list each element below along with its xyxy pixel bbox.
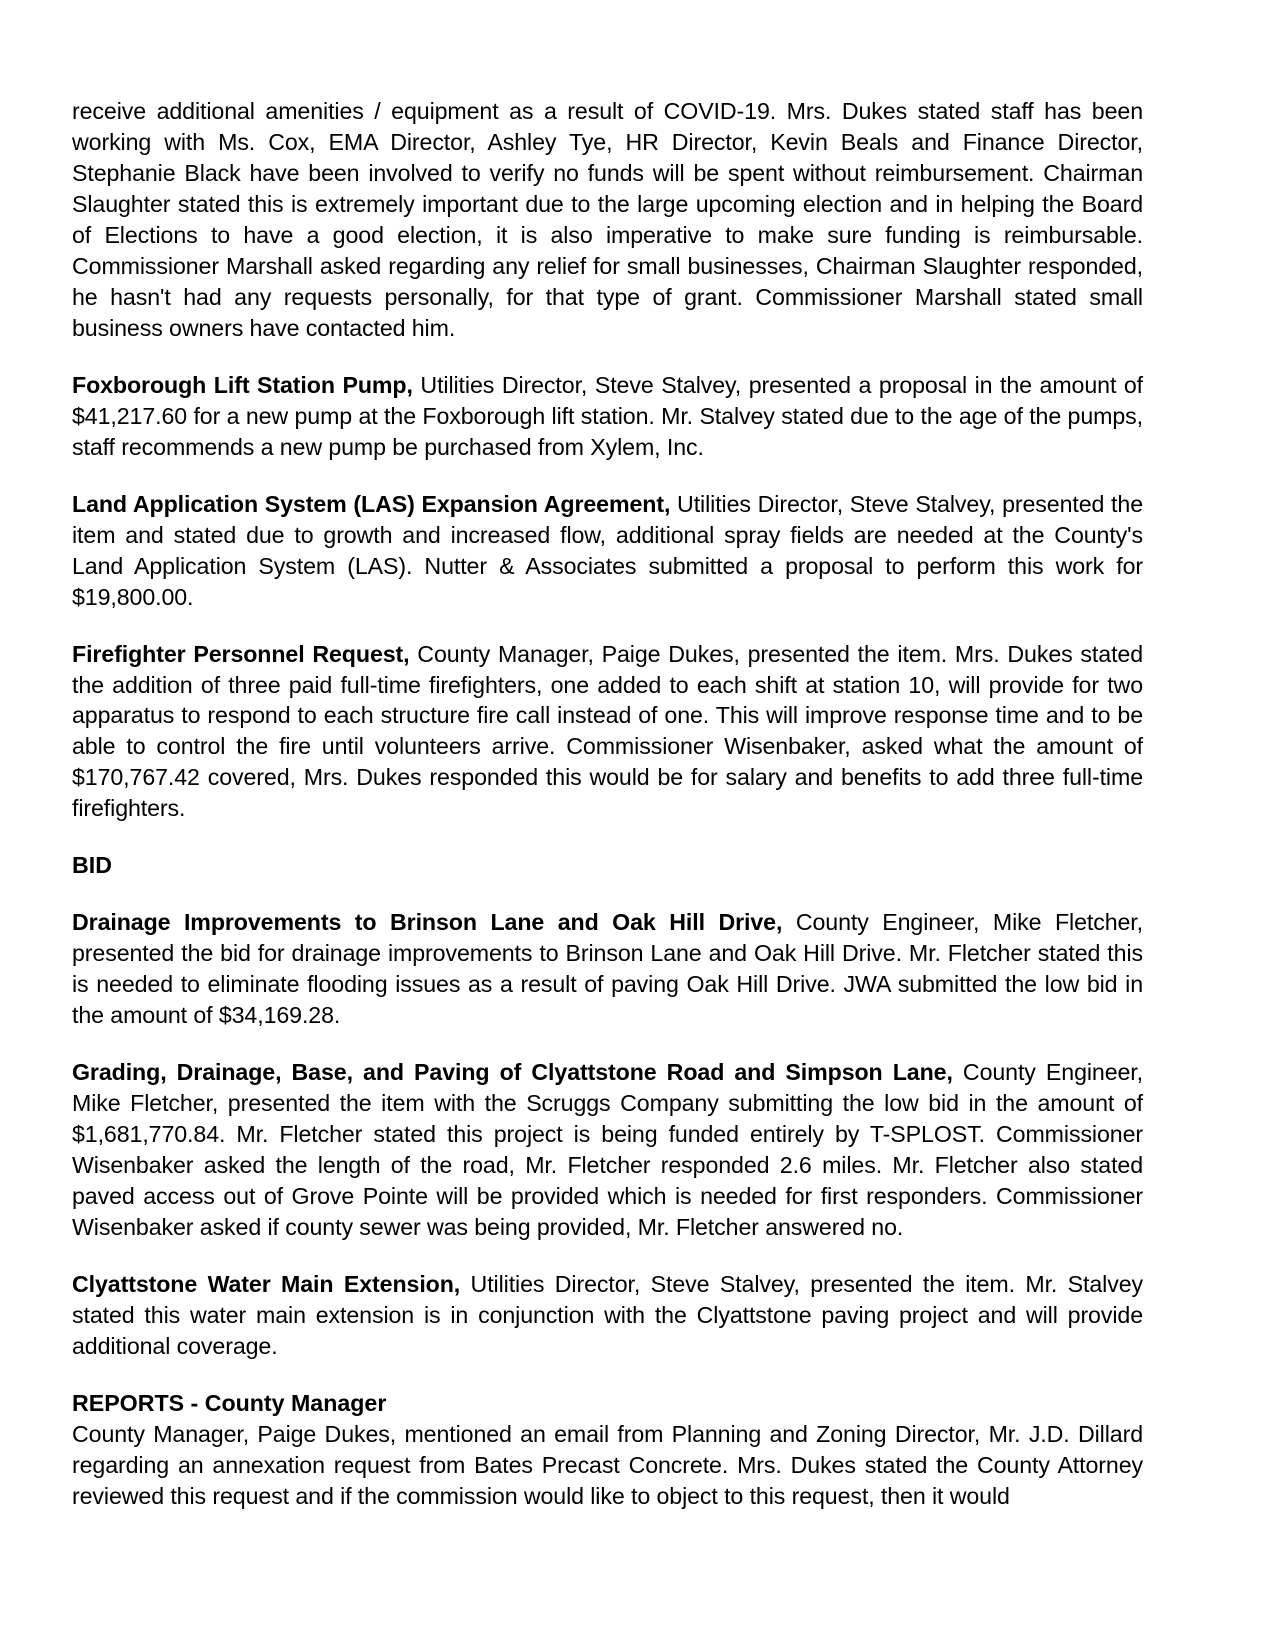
paragraph-lead-in: Land Application System (LAS) Expansion Agreement, (72, 490, 671, 517)
paragraph-text: County Engineer, Mike Fletcher, presented the item with the Scruggs Company submitting the low bid in the amount of $1,681,770.84. Mr. Fletcher stated this project is being funded entirely by T-SPLOST. Commissioner Wisenbaker asked the length of the road, Mr. Fletcher responded 2.6 miles. Mr. Fletcher also stated paved access out of Grove Pointe will be provided which is needed for first responders. Commissioner Wisenbaker asked if county sewer was being provided, Mr. Fletcher answered no. (72, 1059, 1143, 1241)
section-heading-reports-county-manager: REPORTS - County Manager (72, 1389, 387, 1416)
paragraph-reports-county-manager-body (72, 1419, 1143, 1512)
paragraph-grading-drainage-base-paving (72, 1057, 1143, 1243)
paragraph-text: Utilities Director, Steve Stalvey, presented the item and stated due to growth and increased flow, additional spray fields are needed at the County's Land Application System (LAS). Nutter & Associates submitted a proposal to perform this work for $19,800.00. (72, 490, 1143, 610)
document-body (72, 96, 1143, 1512)
section-heading-bid: BID (72, 852, 112, 879)
paragraph-lead-in: Drainage Improvements to Brinson Lane and Oak Hill Drive, (72, 909, 783, 936)
paragraph-text: Utilities Director, Steve Stalvey, presented a proposal in the amount of $41,217.60 for a new pump at the Foxborough lift station. Mr. Stalvey stated due to the age of the pumps, staff recommends a new pump be purchased from Xylem, Inc. (72, 371, 1144, 460)
paragraph-lead-in: Firefighter Personnel Request, (72, 640, 410, 667)
paragraph-drainage-improvements-brinson-oak-hill (72, 907, 1143, 1031)
paragraph-text: County Manager, Paige Dukes, presented the item. Mrs. Dukes stated the addition of three paid full-time firefighters, one added to each shift at station 10, will provide for two apparatus to respond to each structure fire call instead of one. This will improve response time and to be able to control the fire until volunteers arrive. Commissioner Wisenbaker, asked what the amount of $170,767.42 covered, Mrs. Dukes responded this would be for salary and benefits to add three full-time firefighters. (72, 640, 1144, 822)
paragraph-land-application-system-expansion (72, 489, 1143, 613)
paragraph-firefighter-personnel-request (72, 639, 1143, 825)
paragraph-text: receive additional amenities / equipment as a result of COVID-19. Mrs. Dukes stated staff has been working with Ms. Cox, EMA Director, Ashley Tye, HR Director, Kevin Beals and Finance Director, Stephanie Black have been involved to verify no funds will be spent without reimbursement. Chairman Slaughter stated this is extremely important due to the large upcoming election and in helping the Board of Elections to have a good election, it is also imperative to make sure funding is reimbursable. Commissioner Marshall asked regarding any relief for small businesses, Chairman Slaughter responded, he hasn't had any requests personally, for that type of grant. Commissioner Marshall stated small business owners have contacted him. (72, 98, 1143, 341)
paragraph-lead-in: Foxborough Lift Station Pump, (72, 371, 413, 398)
paragraph-clyattstone-water-main-extension (72, 1269, 1143, 1362)
paragraph-text: County Engineer, Mike Fletcher, presented the bid for drainage improvements to Brinson Lane and Oak Hill Drive. Mr. Fletcher stated this is needed to eliminate flooding issues as a result of paving Oak Hill Drive. JWA submitted the low bid in the amount of $34,169.28. (72, 909, 1143, 1029)
paragraph-foxborough-lift-station-pump (72, 370, 1143, 463)
paragraph-text: County Manager, Paige Dukes, mentioned an email from Planning and Zoning Director, Mr. J.D. Dillard regarding an annexation request from Bates Precast Concrete. Mrs. Dukes stated the County Attorney reviewed this request and if the commission would like to object to this request, then it would (72, 1420, 1143, 1509)
paragraph-lead-in: Clyattstone Water Main Extension, (72, 1271, 461, 1297)
paragraph-lead-in: Grading, Drainage, Base, and Paving of Clyattstone Road and Simpson Lane, (72, 1059, 953, 1086)
paragraph-continued-covid (72, 96, 1143, 344)
paragraph-text: Utilities Director, Steve Stalvey, presented the item. Mr. Stalvey stated this water main extension is in conjunction with the Clyattstone paving project and will provide additional coverage. (72, 1271, 1144, 1359)
